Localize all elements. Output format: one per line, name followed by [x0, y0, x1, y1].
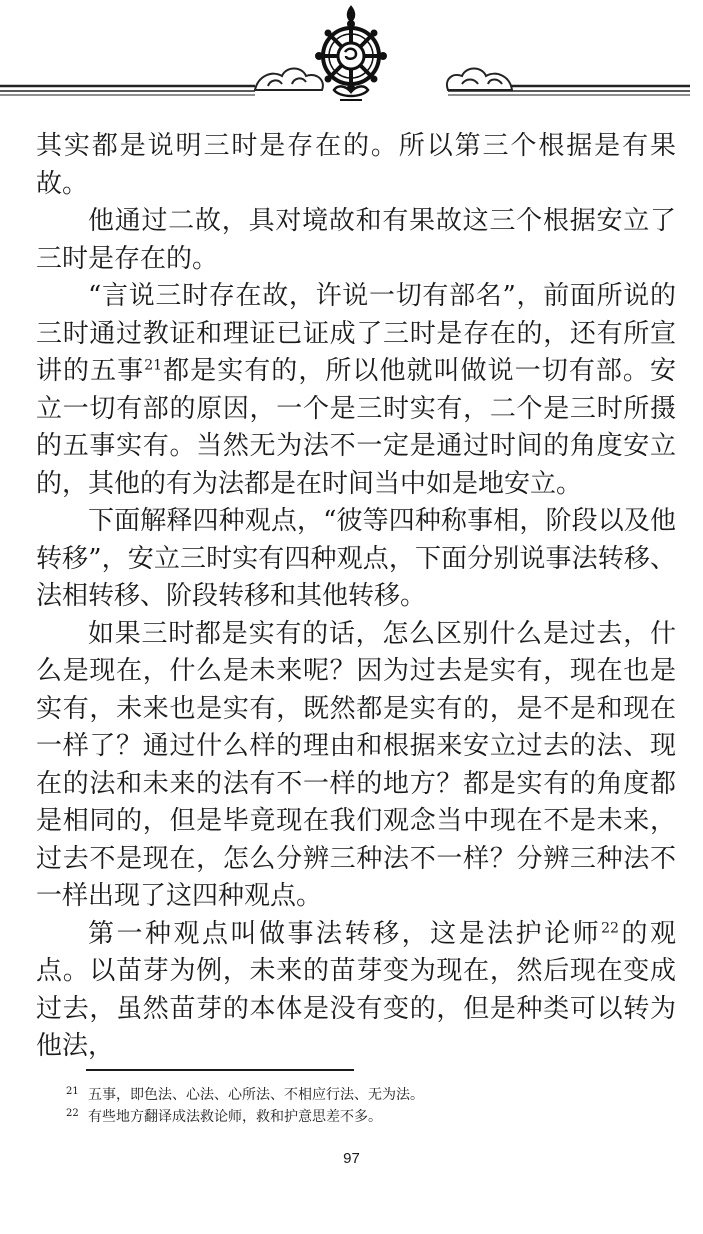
page-header: [0, 0, 703, 110]
main-text: [36, 128, 676, 1066]
header-rule-left: [0, 86, 255, 95]
paragraph-text: 都是实有的，所以他就叫做说一切有部。安立一切有部的原因，一个是三时实有，二个是三时所摄的五事实有。当然无为法不一定是通过时间的角度安立的，其他的有为法都是在时间当中如是地安立。: [36, 356, 676, 499]
page-number: 97: [343, 1150, 360, 1167]
paragraph-text: “言说三时存在故，许说一切有部名”，前面所说的三时通过教证和理证已证成了三时是存在的，还有所宣讲的五事: [36, 281, 676, 386]
body-paragraph: [36, 203, 676, 278]
footnote-reference: 21: [144, 357, 163, 374]
paragraph-text: 下面解释四种观点，“彼等四种称事相，阶段以及他转移”，安立三时实有四种观点，下面分别说事法转移、法相转移、阶段转移和其他转移。: [36, 506, 676, 611]
footnote-reference: 22: [601, 919, 619, 936]
body-paragraph: [36, 278, 676, 503]
footnote: [66, 1084, 666, 1106]
footnote-divider: [86, 1069, 354, 1071]
footnote-number: 22: [66, 1108, 79, 1119]
dharma-wheel-icon: [315, 6, 387, 100]
footnote-number: 21: [66, 1086, 79, 1097]
body-paragraph: [36, 128, 676, 203]
footnote: [66, 1106, 666, 1128]
cloud-left-icon: [255, 69, 323, 91]
footnote-text: 有些地方翻译成法救论师，救和护意思差不多。: [88, 1109, 382, 1125]
footnote-text: 五事，即色法、心法、心所法、不相应行法、无为法。: [88, 1087, 424, 1103]
paragraph-text: 第一种观点叫做事法转移，这是法护论师: [88, 918, 602, 949]
footnotes: [66, 1084, 666, 1128]
cloud-right-icon: [447, 69, 512, 91]
header-ornament: [0, 0, 703, 110]
paragraph-text: 其实都是说明三时是存在的。所以第三个根据是有果故。: [36, 131, 676, 199]
paragraph-text: 他通过二故，具对境故和有果故这三个根据安立了三时是存在的。: [36, 206, 676, 274]
body-paragraph: [36, 503, 676, 616]
body-paragraph: [36, 616, 676, 916]
body-paragraph: [36, 916, 676, 1066]
paragraph-text: 如果三时都是实有的话，怎么区别什么是过去，什么是现在，什么是未来呢？因为过去是实有，现在也是实有，未来也是实有，既然都是实有的，是不是和现在一样了？通过什么样的理由和根据来安立过去的法、现在的法和未来的法有不一样的地方？都是实有的角度都是相同的，但是毕竟现在我们观念当中现在不是未来，过去不是现在，怎么分辨三种法不一样？分辨三种法不一样出现了这四种观点。: [36, 618, 676, 911]
paragraph-text: 的观点。以苗芽为例，未来的苗芽变为现在，然后现在变成过去，虽然苗芽的本体是没有变的，但是种类可以转为他法，: [36, 918, 676, 1061]
